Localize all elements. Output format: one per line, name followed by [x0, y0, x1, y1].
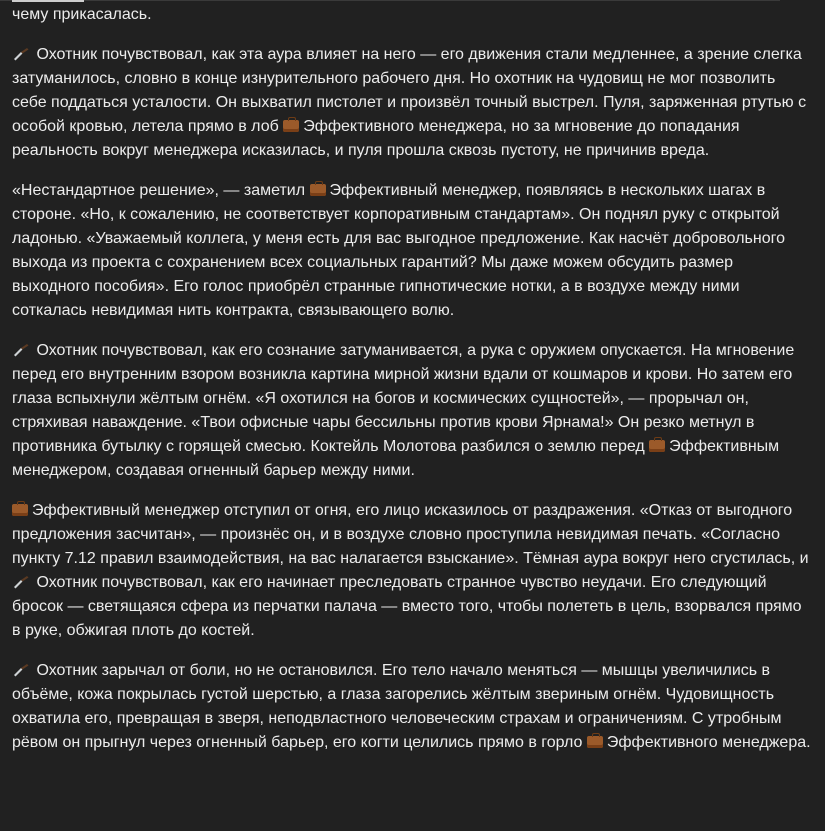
top-divider-accent: [12, 0, 84, 2]
top-divider: [0, 0, 780, 1]
story-paragraph: [12, 43, 812, 163]
briefcase-icon: [587, 736, 603, 748]
paragraph-text: Эффективным менеджером, создавая огненный барьер между ними.: [12, 438, 780, 479]
briefcase-icon: [649, 440, 665, 452]
briefcase-icon: [12, 504, 28, 516]
paragraph-text: Эффективного менеджера, но за мгновение до попадания реальность вокруг менеджера исказилась, и пуля прошла сквозь пустоту, не причинив вреда.: [12, 118, 740, 159]
briefcase-icon: [310, 184, 326, 196]
story-paragraph: [12, 3, 812, 27]
story-paragraph: [12, 339, 812, 483]
paragraph-text: «Нестандартное решение», — заметил: [12, 182, 310, 199]
message-content: [12, 3, 812, 771]
briefcase-icon: [283, 120, 299, 132]
story-paragraph: [12, 499, 812, 643]
knife-icon: [12, 575, 30, 589]
story-paragraph: [12, 179, 812, 323]
knife-icon: [12, 47, 30, 61]
paragraph-text: Охотник зарычал от боли, но не остановился. Его тело начало меняться — мышцы увеличились в объёме, кожа покрылась густой шерстью, а глаза загорелись жёлтым звериным огнём. Чудовищность охватила его, превращая в зверя, неподвластного человеческим страхам и ограничениям. С утробным рёвом он прыгнул через огненный барьер, его когти целились прямо в горло: [12, 662, 782, 751]
paragraph-text: Эффективный менеджер отступил от огня, его лицо исказилось от раздражения. «Отказ от выгодного предложения засчитан», — произнёс он, и в воздухе словно проступила невидимая печать. «Согласно пункту 7.12 правил взаимодействия, на вас налагается взыскание». Тёмная аура вокруг него сгустилась, и: [12, 502, 809, 567]
paragraph-text: Эффективный менеджер, появляясь в нескольких шагах в стороне. «Но, к сожалению, не соответствует корпоративным стандартам». Он поднял руку с открытой ладонью. «Уважаемый коллега, у меня есть для вас выгодное предложение. Как насчёт добровольного выхода из проекта с сохранением всех социальных гарантий? Мы даже можем обсудить размер выходного пособия». Его голос приобрёл странные гипнотические нотки, а в воздухе между ними соткалась невидимая нить контракта, связывающего волю.: [12, 182, 785, 319]
story-paragraph: [12, 659, 812, 755]
knife-icon: [12, 663, 30, 677]
paragraph-text: чему прикасалась.: [12, 6, 152, 23]
knife-icon: [12, 343, 30, 357]
paragraph-text: Охотник почувствовал, как его сознание затуманивается, а рука с оружием опускается. На мгновение перед его внутренним взором возникла картина мирной жизни вдали от кошмаров и крови. Но затем его глаза вспыхнули жёлтым огнём. «Я охотился на богов и космических сущностей», — прорычал он, стряхивая наваждение. «Твои офисные чары бессильны против крови Ярнама!» Он резко метнул в противника бутылку с горящей смесью. Коктейль Молотова разбился о землю перед: [12, 342, 795, 455]
paragraph-text: Охотник почувствовал, как эта аура влияет на него — его движения стали медленнее, а зрение слегка затуманилось, словно в конце изнурительного рабочего дня. Но охотник на чудовищ не мог позволить себе поддаться усталости. Он выхватил пистолет и произвёл точный выстрел. Пуля, заряженная ртутью с особой кровью, летела прямо в лоб: [12, 46, 807, 135]
paragraph-text: Эффективного менеджера.: [606, 734, 811, 751]
paragraph-text: Охотник почувствовал, как его начинает преследовать странное чувство неудачи. Его следующий бросок — светящаяся сфера из перчатки палача — вместо того, чтобы полететь в цель, взорвался прямо в руке, обжигая плоть до костей.: [12, 574, 802, 639]
